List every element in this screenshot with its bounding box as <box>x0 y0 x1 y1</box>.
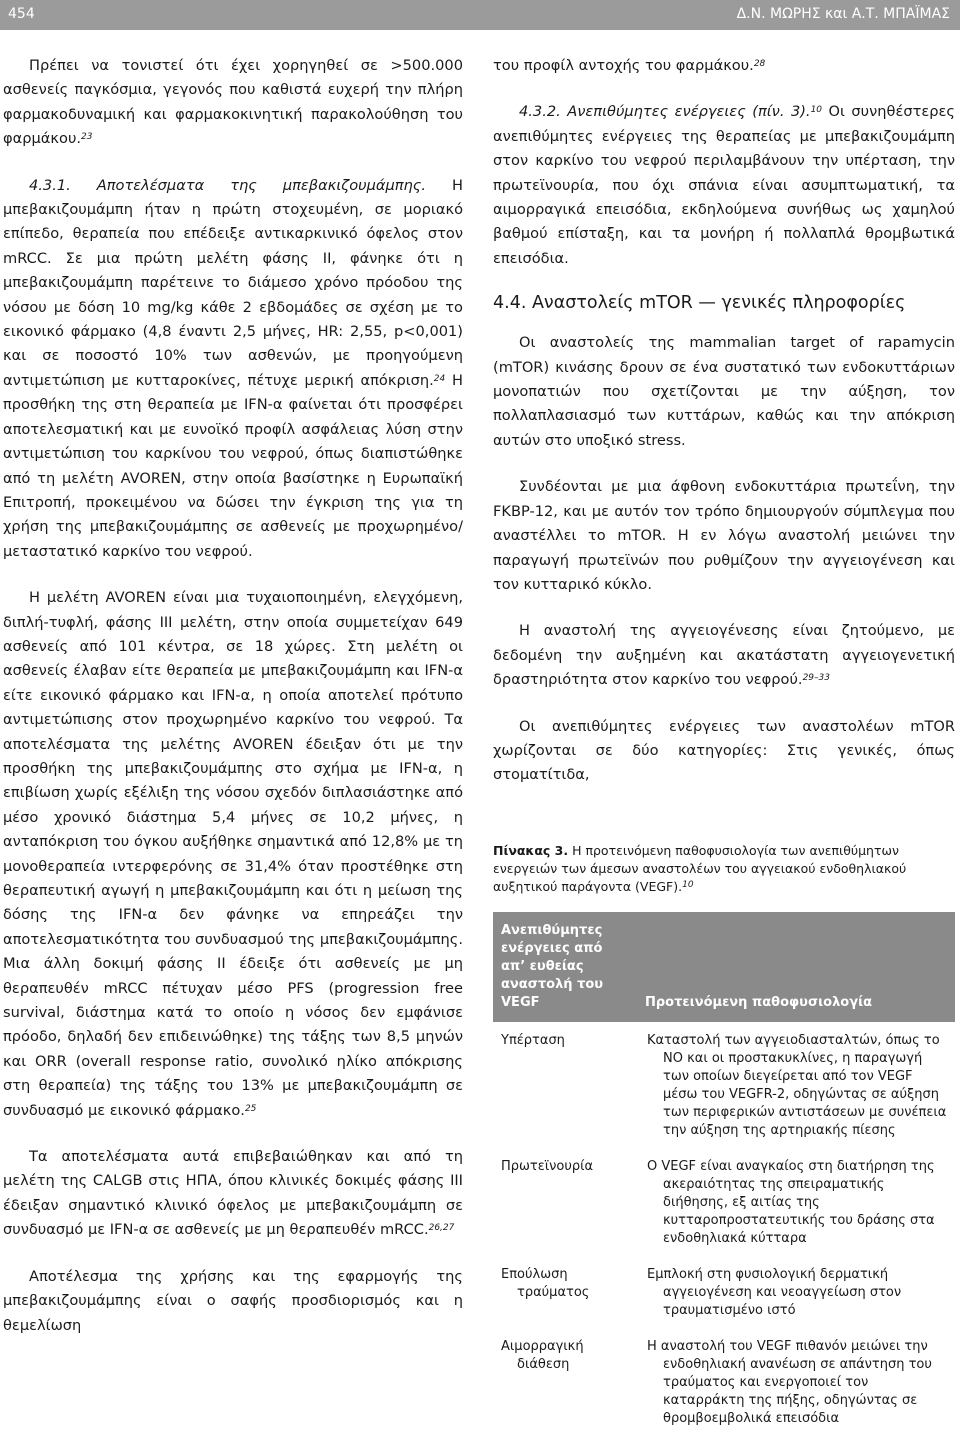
page-number: 454 <box>8 6 35 22</box>
paragraph: Οι αναστολείς της mammalian target of rapamycin (mTOR) κινάσης δρουν σε ένα συστατικό των ενδοκυττάριων μονοπατιών που σχετίζονται με την αύξηση, τον πολλαπλασιασμό των κυττάρων, καθώς και την απόκριση αυτών στο υποξικό stress. <box>493 334 955 449</box>
column-header-pathophysiology: Προτεινόμενη παθοφυσιολογία <box>637 912 955 1022</box>
paragraph: Πρέπει να τονιστεί ότι έχει χορηγηθεί σε >500.000 ασθενείς παγκόσμια, γεγονός που καθιστά ευχερή την πλήρη φαρμακοδυναμική και φαρμακοκινητική παρακολούθηση του φαρμάκου.$^{23}$ <box>3 57 463 148</box>
effect-cell: Αιμορραγική διάθεση <box>501 1338 584 1372</box>
running-header <box>0 0 960 30</box>
effect-cell: Πρωτεϊνουρία <box>501 1158 594 1174</box>
table-row <box>493 1148 955 1256</box>
column-header-effect: Ανεπιθύμητες ενέργειες από απ’ ευθείας αναστολή του VEGF <box>493 912 637 1022</box>
subsection-paragraph: 4.3.2. Ανεπιθύμητες ενέργειες (πίν. 3).$^{10}$ Οι συνηθέστερες ανεπιθύμητες ενέργειες της θεραπείας με μπεβακιζουμάμπη στον καρκίνο του νεφρού περιλαμβάνουν την υπέρταση, την πρωτεϊνουρία, που όχι σπάνια είναι ασυμπτωματική, τα αιμορραγικά επεισόδια, εκδηλούμενα συνήθως ως χαμηλού βαθμού επίσταξη, και τα μονήρη ή πολλαπλά θρομβωτικά επεισόδια. <box>493 103 955 267</box>
paragraph: Αποτέλεσμα της χρήσης και της εφαρμογής της μπεβακιζουμάμπης είναι ο σαφής προσδιορισμός και η θεμελίωση <box>3 1267 463 1334</box>
table-row <box>493 1328 955 1436</box>
subsection-heading: 4.3.1. Αποτελέσματα της μπεβακιζουμάμπης. <box>29 176 427 194</box>
paragraph: Η μελέτη AVOREN είναι μια τυχαιοποιημένη, ελεγχόμενη, διπλή-τυφλή, φάσης III μελέτη, στην οποία συμμετείχαν 649 ασθενείς από 101 κέντρα, σε 18 χώρες. Στη μελέτη οι ασθενείς έλαβαν είτε θεραπεία με μπεβακιζουμάμπη και IFN-α είτε εικονικό φάρμακο και IFN-α, η οποία αποτελεί πρότυπο αντιμετώπισης στον προχωρημένο καρκίνο του νεφρού. Τα αποτελέσματα της μελέτης AVOREN έδειξαν ότι με την προσθήκη της μπεβακιζουμάμπης στο σχήμα με IFN-α, η επιβίωση χωρίς εξέλιξη της νόσου σχεδόν διπλασιάστηκε από μέσο χρονικό διάστημα 5,4 μήνες σε 10,2 μήνες, η ανταπόκριση του όγκου αυξήθηκε σημαντικά από 12,8% με τη μονοθεραπεία ιντερφερόνης σε 31,4% όταν προστέθηκε στη θεραπευτική αγωγή η μπεβακιζουμάμπη και ότι η μείωση της δόσης της IFN-α δεν φάνηκε να επηρεάζει την αποτελεσματικότητα του συνδυασμού της μπεβακιζουμάμπης. Μια άλλη δοκιμή φάσης II έδειξε ότι ασθενείς με μη θεραπευθέν mRCC πέτυχαν μέσο PFS (progression free survival, διάστημα κατά το οποίο η νόσος δεν εμφάνισε πρόοδο, δηλαδή δεν επιδεινώθηκε) της τάξης των 8,5 μηνών και ORR (overall response ratio, συνολικό ηλίκο απόκρισης στη θεραπεία) της τάξης του 13% με μπεβακιζουμάμπη σε συνδυασμό με εικονικό φάρμακο.$^{25}$ <box>3 589 463 1119</box>
paragraph: Συνδέονται με μια άφθονη ενδοκυττάρια πρωτεΐνη, την FKBP-12, και με αυτόν τον τρόπο δημιουργούν σύμπλεγμα που αναστέλλει το mTOR. Η εν λόγω αναστολή μειώνει την παραγωγή πρωτεϊνών που ρυθμίζουν την αγγειογένεση και τον κυτταρικό κύκλο. <box>493 478 955 593</box>
table-row <box>493 1256 955 1328</box>
section-heading: 4.4. Αναστολείς mTOR — γενικές πληροφορίες <box>493 293 906 314</box>
mechanism-cell: Εμπλοκή στη φυσιολογική δερματική αγγειογένεση και νεοαγγείωση στον τραυματισμένο ιστό <box>647 1266 902 1318</box>
table-caption: Πίνακας 3. Η προτεινόμενη παθοφυσιολογία των ανεπιθύμητων ενεργειών των άμεσων αναστολέων του αγγειακού ενδοθηλιακού αυξητικού παράγοντα (VEGF).$^{10}$ <box>493 842 907 894</box>
subsection-heading: 4.3.2. Ανεπιθύμητες ενέργειες (πίν. 3). <box>519 103 811 121</box>
paragraph: του προφίλ αντοχής του φαρμάκου.$^{28}$ <box>493 57 766 74</box>
adverse-effects-table <box>493 912 955 1436</box>
mechanism-cell: Ο VEGF είναι αναγκαίος στη διατήρηση της ακεραιότητας της σπειραματικής διήθησης, εξ αιτίας της κυτταροπροστατευτικής του δράσης στα ενδοθηλιακά κύτταρα <box>647 1158 935 1246</box>
table-header-row <box>493 912 955 1022</box>
effect-cell: Υπέρταση <box>501 1032 565 1048</box>
subsection-paragraph: 4.3.1. Αποτελέσματα της μπεβακιζουμάμπης. Η μπεβακιζουμάμπη ήταν η πρώτη στοχευμένη, σε μοριακό επίπεδο, θεραπεία που επέδειξε αντικαρκινικό όφελος στον mRCC. Σε μια πρώτη μελέτη φάσης II, φάνηκε ότι η μπεβακιζουμάμπη παρέτεινε το διάμεσο χρόνο πρόοδου της νόσου με δόση 10 mg/kg κάθε 2 εβδομάδες σε σχέση με το εικονικό φάρμακο (4,8 έναντι 2,5 μήνες, HR: 2,55, p<0,001) και σε ποσοστό 10% των ασθενών, με προηγούμενη αντιμετώπιση με κυτταροκίνες, πέτυχε μερική απόκριση.$^{24}$ Η προσθήκη της στη θεραπεία με IFN-α φαίνεται ότι προσφέρει αποτελεσματική και με ευνοϊκό προφίλ ασφάλειας λύση στην αντιμετώπιση του καρκίνου του νεφρού, όπως διαπιστώθηκε από τη μελέτη AVOREN, στην οποία βασίστηκε η Ευρωπαϊκή Επιτροπή, προκειμένου να δώσει την έγκριση της για τη χρήση της μπεβακιζουμάμπης σε ασθενείς με προχωρημένο/μεταστατικό καρκίνο του νεφρού. <box>3 176 463 560</box>
paragraph: Η αναστολή της αγγειογένεσης είναι ζητούμενο, με δεδομένη την αυξημένη και ακατάστατη αγγειογενετική δραστηριότητα στον καρκίνο του νεφρού.$^{29-33}$ <box>493 622 955 689</box>
paragraph: Τα αποτελέσματα αυτά επιβεβαιώθηκαν και από τη μελέτη της CALGB στις ΗΠΑ, όπου κλινικές δοκιμές φάσης III έδειξαν σημαντικό κλινικό όφελος με μπεβακιζουμάμπη σε συνδυασμό με IFN-α σε ασθενείς με μη θεραπευθέν mRCC.$^{26,27}$ <box>3 1148 463 1239</box>
left-column <box>3 54 463 1360</box>
mechanism-cell: Καταστολή των αγγειοδιασταλτών, όπως το NO και οι προστακυκλίνες, η παραγωγή των οποίων διεγείρεται από τον VEGF μέσω του VEGFR-2, οδηγώντας σε αύξηση των περιφερικών αντιστάσεων με συνέπεια την αύξηση της αρτηριακής πίεσης <box>647 1032 947 1138</box>
table-row <box>493 1022 955 1148</box>
running-authors: Δ.Ν. ΜΩΡΗΣ και Α.Τ. ΜΠΑΪΜΑΣ <box>736 6 950 22</box>
right-column <box>493 54 955 1436</box>
effect-cell: Επούλωση τραύματος <box>501 1266 590 1300</box>
mechanism-cell: Η αναστολή του VEGF πιθανόν μειώνει την ενδοθηλιακή ανανέωση σε απάντηση του τραύματος και ενεργοποιεί τον καταρράκτη της πήξης, οδηγώντας σε θρομβοεμβολικά επεισόδια <box>647 1338 932 1426</box>
paragraph: Οι ανεπιθύμητες ενέργειες των αναστολέων mTOR χωρίζονται σε δύο κατηγορίες: Στις γενικές, όπως στοματίτιδα, <box>493 717 955 784</box>
